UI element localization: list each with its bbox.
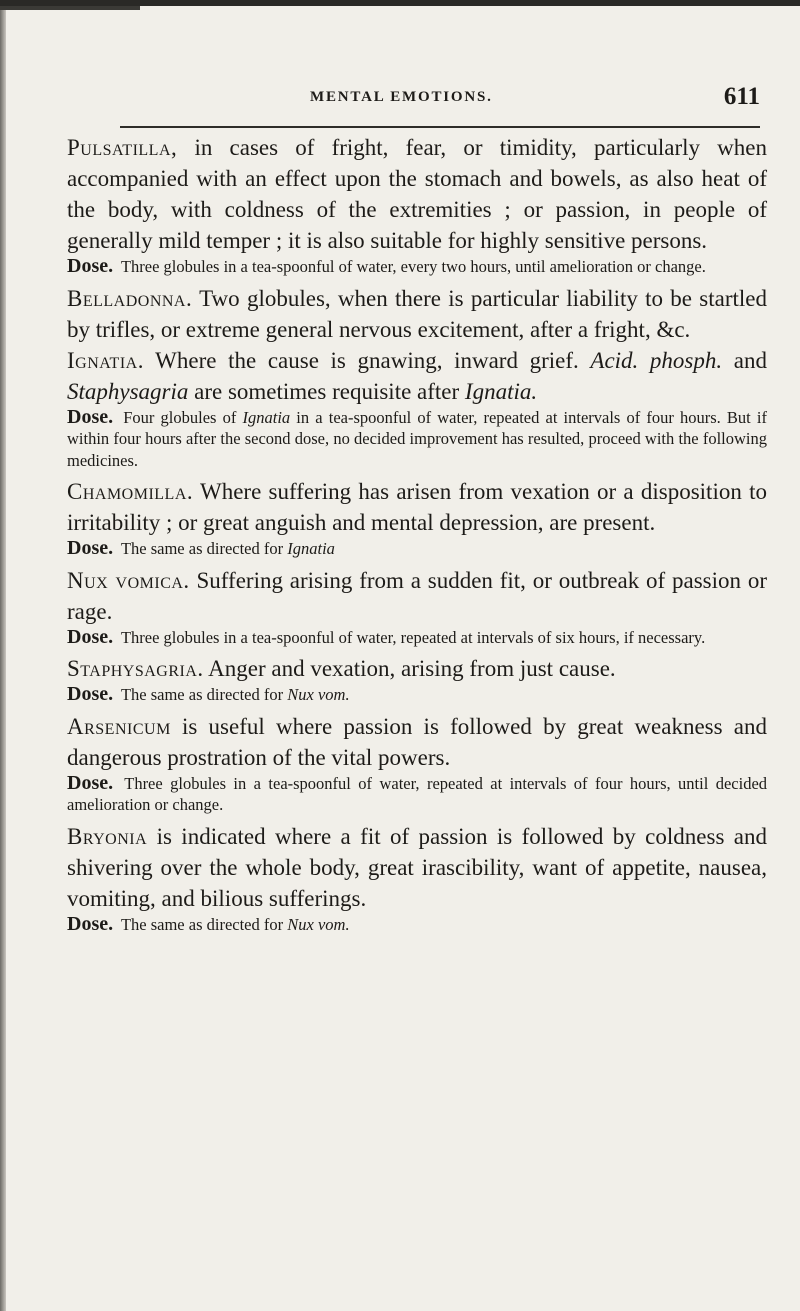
remedy-name: Pulsatilla, [67, 135, 178, 160]
page-body [67, 132, 767, 940]
entry-text: Where the cause is gnawing, inward grief. [143, 347, 579, 373]
dose-pulsatilla [67, 256, 767, 278]
remedy-ref: Staphysagria [67, 378, 189, 404]
remedy-name: Bryonia [67, 823, 148, 849]
dose-text: Three globules in a tea-spoonful of water, every two hours, until amelioration or change. [120, 257, 706, 276]
dose-label: Dose. [67, 771, 114, 794]
entry-pulsatilla [67, 132, 767, 256]
entry-chamomilla [67, 476, 767, 538]
dose-text: in a tea-spoonful of water, repeated at intervals of four hours. But if within four hours after the second dose, no decided improvement has resulted, proceed with the following medicines. [67, 407, 767, 470]
remedy-name: Chamomilla. [67, 479, 194, 504]
header-rule [120, 126, 760, 128]
entry-text: is useful where passion is followed by great weakness and dangerous prostration of the vital powers. [67, 713, 767, 770]
entry-arsenicum [67, 711, 767, 773]
entry-nux-vomica [67, 565, 767, 627]
entry-text: Anger and vexation, arising from just cause. [203, 656, 616, 681]
dose-text: Three globules in a tea-spoonful of water, repeated at intervals of four hours, until decided amelioration or change. [67, 773, 768, 814]
entry-ignatia [67, 345, 767, 407]
entry-belladonna [67, 283, 767, 345]
remedy-ref: Ignatia. [464, 378, 538, 404]
dose-label: Dose. [67, 625, 114, 648]
entry-text: and [722, 347, 767, 373]
dose-text: Three globules in a tea-spoonful of water, repeated at intervals of six hours, if necessary. [120, 627, 706, 647]
entry-text: Two globules, when there is particular liability to be startled by trifles, or extreme general nervous excitement, after a fright, &c. [67, 285, 767, 342]
dose-text: The same as directed for [120, 685, 288, 704]
remedy-name: Ignatia. [67, 347, 144, 373]
dose-label: Dose. [67, 537, 114, 559]
remedy-name: Nux vomica. [67, 567, 190, 593]
dose-arsenicum [67, 773, 767, 816]
dose-nux-vomica [67, 627, 767, 649]
binding-edge [0, 10, 6, 1311]
entry-text: in cases of fright, fear, or timidity, particularly when accompanied with an effect upon the stomach and bowels, as also heat of the body, with coldness of the extremities ; or passion, in people of generally mild temper ; it is also suitable for highly sensitive persons. [67, 135, 767, 253]
remedy-ref: Acid. phosph. [590, 347, 723, 373]
dose-staphysagria [67, 684, 767, 706]
dose-label: Dose. [67, 255, 114, 277]
entry-staphysagria [67, 653, 767, 684]
dose-text: The same as directed for [120, 914, 288, 934]
remedy-ref: Nux vom. [287, 685, 350, 704]
running-head: MENTAL EMOTIONS. [310, 89, 493, 105]
remedy-name: Staphysagria. [67, 656, 204, 681]
dose-bryonia [67, 914, 767, 936]
entry-text: is indicated where a fit of passion is followed by coldness and shivering over the whole body, great irascibility, want of appetite, nausea, vomiting, and bilious sufferings. [67, 823, 767, 911]
dose-label: Dose. [67, 405, 114, 428]
dose-text: The same as directed for [120, 539, 288, 558]
dose-label: Dose. [67, 912, 114, 935]
dose-ignatia [67, 407, 767, 472]
dose-chamomilla [67, 538, 767, 560]
entry-text: are sometimes requisite after [188, 378, 465, 404]
entry-text: Suffering arising from a sudden fit, or outbreak of passion or rage. [67, 567, 767, 624]
remedy-name: Belladonna. [67, 285, 193, 311]
entry-bryonia [67, 821, 767, 914]
remedy-ref: Nux vom. [287, 914, 350, 934]
entry-text: Where suffering has arisen from vexation or a disposition to irritability ; or great anguish and mental depression, are present. [67, 479, 767, 535]
page-number: 611 [723, 83, 760, 110]
page-top-edge-shadow [0, 6, 140, 10]
remedy-ref: Ignatia [242, 407, 291, 427]
remedy-name: Arsenicum [67, 713, 171, 739]
remedy-ref: Ignatia [287, 539, 335, 558]
dose-text: Four globules of [123, 407, 243, 427]
page-header [160, 83, 760, 117]
dose-label: Dose. [67, 683, 114, 705]
